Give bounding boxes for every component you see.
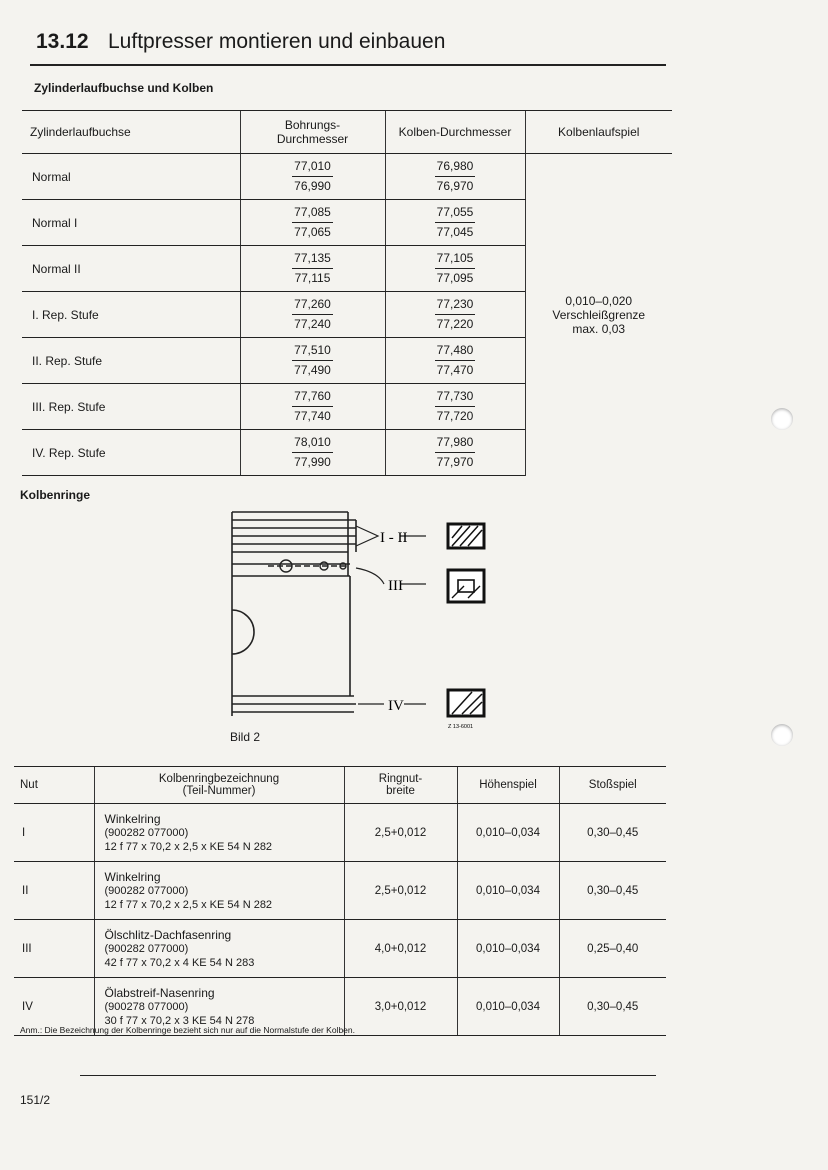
bore-diameter <box>240 292 385 338</box>
piston-min: 77,095 <box>436 271 474 285</box>
bore-min: 76,990 <box>294 179 331 193</box>
wear-limit-value: max. 0,03 <box>572 321 626 336</box>
ring-part-number: (900278 077000) <box>104 1000 189 1013</box>
piston-max: 77,730 <box>435 387 476 407</box>
bore-max: 77,510 <box>292 341 333 361</box>
liner-name: Normal II <box>22 246 240 292</box>
piston-max: 76,980 <box>435 157 476 177</box>
rings-section-title: Kolbenringe <box>20 488 91 502</box>
liner-name: Normal I <box>22 200 240 246</box>
groove-number: II <box>14 862 94 920</box>
figure-code: Z 13-6001 <box>448 724 474 730</box>
page-number: 151/2 <box>20 1093 51 1107</box>
piston-min: 77,970 <box>436 455 474 469</box>
figure-caption: Bild 2 <box>230 730 261 744</box>
piston-min: 76,970 <box>436 179 474 193</box>
col-height-play: Höhenspiel <box>457 767 559 804</box>
ring-name: Winkelring <box>104 869 161 884</box>
col-clearance: Kolbenlaufspiel <box>525 111 672 154</box>
joint-play: 0,30–0,45 <box>559 978 666 1036</box>
bore-diameter <box>240 338 385 384</box>
groove-number: III <box>14 920 94 978</box>
table-row <box>14 804 666 862</box>
piston-diameter <box>385 246 525 292</box>
bore-max: 78,010 <box>292 433 333 453</box>
col-bore <box>240 111 385 154</box>
bore-min: 77,990 <box>294 455 331 469</box>
bore-max: 77,760 <box>292 387 333 407</box>
piston-min: 77,720 <box>436 409 474 423</box>
piston-max: 77,230 <box>435 295 476 315</box>
col-liner: Zylinderlaufbuchse <box>22 111 240 154</box>
bore-max: 77,010 <box>292 157 333 177</box>
bore-max: 77,135 <box>292 249 333 269</box>
col-bore-line1: Bohrungs- <box>284 118 341 132</box>
piston-diameter <box>385 384 525 430</box>
wear-limit-label: Verschleißgrenze <box>552 307 646 322</box>
height-play: 0,010–0,034 <box>457 862 559 920</box>
page-title: Luftpresser montieren und einbauen <box>108 30 446 53</box>
bore-diameter <box>240 246 385 292</box>
table-row <box>14 862 666 920</box>
ring-name: Ölschlitz-Dachfasenring <box>104 927 232 942</box>
groove-width: 3,0+0,012 <box>344 978 457 1036</box>
label-rings-i-ii: I - II <box>380 530 408 546</box>
ring-part-number: (900282 077000) <box>104 942 189 955</box>
col-groove-width <box>344 767 457 804</box>
ring-spec: 30 f 77 x 70,2 x 3 KE 54 N 278 <box>104 1014 255 1027</box>
ring-table <box>14 766 666 1036</box>
bore-min: 77,240 <box>294 317 331 331</box>
bore-min: 77,490 <box>294 363 331 377</box>
ring-spec: 42 f 77 x 70,2 x 4 KE 54 N 283 <box>104 956 255 969</box>
col-ring-designation <box>94 767 344 804</box>
col-width-line2: breite <box>386 785 415 797</box>
liner-name: I. Rep. Stufe <box>22 292 240 338</box>
piston-diameter <box>385 430 525 476</box>
ring-part-number: (900282 077000) <box>104 884 189 897</box>
piston-min: 77,220 <box>436 317 474 331</box>
label-ring-iv: IV <box>388 698 404 714</box>
liner-name: Normal <box>22 154 240 200</box>
cylinder-table <box>22 110 672 476</box>
joint-play: 0,25–0,40 <box>559 920 666 978</box>
bore-diameter <box>240 430 385 476</box>
ring-spec: 12 f 77 x 70,2 x 2,5 x KE 54 N 282 <box>104 840 273 853</box>
clearance-value: 0,010–0,020 <box>565 293 633 308</box>
bore-min: 77,115 <box>294 271 331 285</box>
footer-rule <box>80 1075 656 1076</box>
height-play: 0,010–0,034 <box>457 978 559 1036</box>
groove-width: 4,0+0,012 <box>344 920 457 978</box>
piston-min: 77,470 <box>436 363 474 377</box>
bore-max: 77,260 <box>292 295 333 315</box>
piston-max: 77,055 <box>435 203 476 223</box>
liner-name: IV. Rep. Stufe <box>22 430 240 476</box>
ring-table-header <box>14 767 666 804</box>
ring-designation <box>94 804 344 862</box>
bore-diameter <box>240 200 385 246</box>
cylinder-table-header <box>22 111 672 154</box>
col-nut: Nut <box>14 767 94 804</box>
joint-play: 0,30–0,45 <box>559 804 666 862</box>
groove-width: 2,5+0,012 <box>344 804 457 862</box>
punch-hole-top <box>771 408 793 430</box>
piston-diameter <box>385 292 525 338</box>
piston-max: 77,105 <box>435 249 476 269</box>
col-piston: Kolben-Durchmesser <box>385 111 525 154</box>
punch-hole-bottom <box>771 724 793 746</box>
col-joint-play: Stoßspiel <box>559 767 666 804</box>
piston-ring-diagram <box>220 500 520 730</box>
height-play: 0,010–0,034 <box>457 804 559 862</box>
piston-min: 77,045 <box>436 225 474 239</box>
piston-diameter <box>385 200 525 246</box>
col-bore-line2: Durchmesser <box>276 132 349 146</box>
label-ring-iii: III <box>388 578 403 594</box>
liner-name: II. Rep. Stufe <box>22 338 240 384</box>
ring-designation <box>94 862 344 920</box>
piston-diameter <box>385 154 525 200</box>
bore-min: 77,065 <box>294 225 331 239</box>
joint-play: 0,30–0,45 <box>559 862 666 920</box>
footnote: Anm.: Die Bezeichnung der Kolbenringe bezieht sich nur auf die Normalstufe der Kolben. <box>20 1025 355 1035</box>
liner-name: III. Rep. Stufe <box>22 384 240 430</box>
groove-width: 2,5+0,012 <box>344 862 457 920</box>
ring-designation <box>94 920 344 978</box>
piston-max: 77,480 <box>435 341 476 361</box>
bore-diameter <box>240 154 385 200</box>
table-row <box>22 154 672 200</box>
ring-part-number: (900282 077000) <box>104 826 189 839</box>
section-number: 13.12 <box>36 30 89 53</box>
groove-number: IV <box>14 978 94 1036</box>
bore-max: 77,085 <box>292 203 333 223</box>
cylinder-section-title: Zylinderlaufbuchse und Kolben <box>34 81 214 95</box>
piston-diameter <box>385 338 525 384</box>
bore-diameter <box>240 384 385 430</box>
col-width-line1: Ringnut- <box>378 773 423 785</box>
ring-name: Ölabstreif-Nasenring <box>104 985 215 1000</box>
col-desc-line2: (Teil-Nummer) <box>182 785 256 797</box>
ring-name: Winkelring <box>104 811 161 826</box>
piston-max: 77,980 <box>435 433 476 453</box>
bore-min: 77,740 <box>294 409 331 423</box>
header-rule <box>30 64 666 66</box>
table-row <box>14 920 666 978</box>
groove-number: I <box>14 804 94 862</box>
ring-spec: 12 f 77 x 70,2 x 2,5 x KE 54 N 282 <box>104 898 273 911</box>
col-desc-line1: Kolbenringbezeichnung <box>158 773 280 785</box>
height-play: 0,010–0,034 <box>457 920 559 978</box>
clearance-cell <box>525 154 672 476</box>
